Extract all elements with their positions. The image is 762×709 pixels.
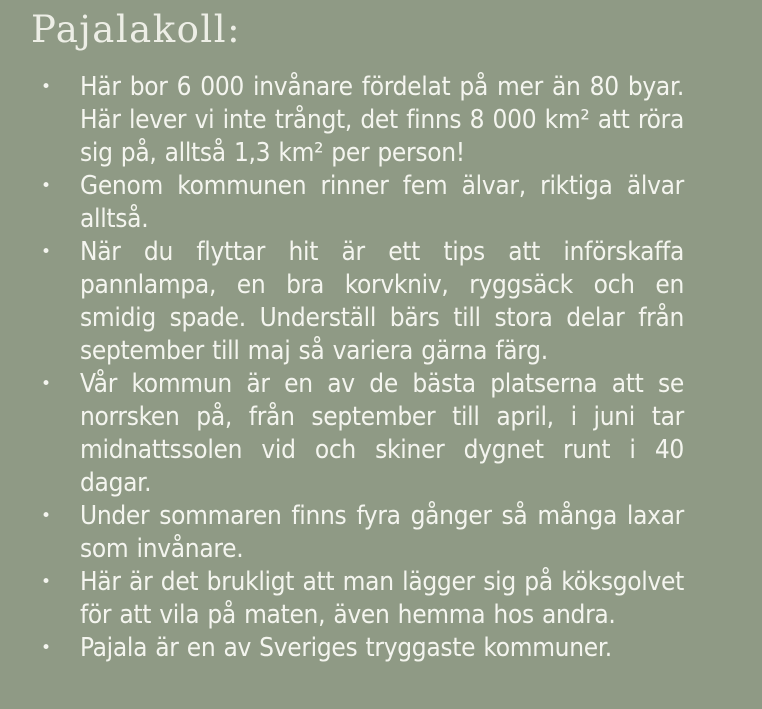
bullet-text: Under sommaren finns fyra gånger så många laxar som invånare.	[80, 501, 684, 564]
bullet-text: Här är det brukligt att man lägger sig på köksgolvet för att vila på maten, även hemma hos andra.	[80, 567, 684, 630]
bullet-icon: •	[41, 77, 52, 97]
list-item	[0, 500, 690, 566]
bullet-icon: •	[41, 506, 52, 526]
bullet-icon: •	[41, 242, 52, 262]
bullet-icon: •	[41, 572, 52, 592]
bullet-text: När du flyttar hit är ett tips att införskaffa pannlampa, en bra korvkniv, ryggsäck och en smidig spade. Underställ bärs till stora delar från september till maj så variera gärna färg.	[80, 237, 684, 366]
bullet-icon: •	[41, 176, 52, 196]
bullet-text: Här bor 6 000 invånare fördelat på mer än 80 byar. Här lever vi inte trångt, det finns 8 000 km² att röra sig på, alltså 1,3 km² per person!	[80, 72, 684, 168]
page-title: Pajalakoll:	[31, 8, 242, 51]
list-item	[0, 71, 690, 170]
list-item	[0, 632, 690, 665]
bullet-text: Pajala är en av Sveriges tryggaste kommuner.	[80, 633, 612, 663]
bullet-icon: •	[41, 638, 52, 658]
bullet-text: Genom kommunen rinner fem älvar, riktiga älvar alltså.	[80, 171, 684, 234]
list-item	[0, 368, 690, 500]
bullet-icon: •	[41, 374, 52, 394]
list-item	[0, 236, 690, 368]
bullet-list	[0, 71, 690, 665]
list-item	[0, 566, 690, 632]
list-item	[0, 170, 690, 236]
bullet-text: Vår kommun är en av de bästa platserna att se norrsken på, från september till april, i juni tar midnattssolen vid och skiner dygnet runt i 40 dagar.	[80, 369, 684, 498]
